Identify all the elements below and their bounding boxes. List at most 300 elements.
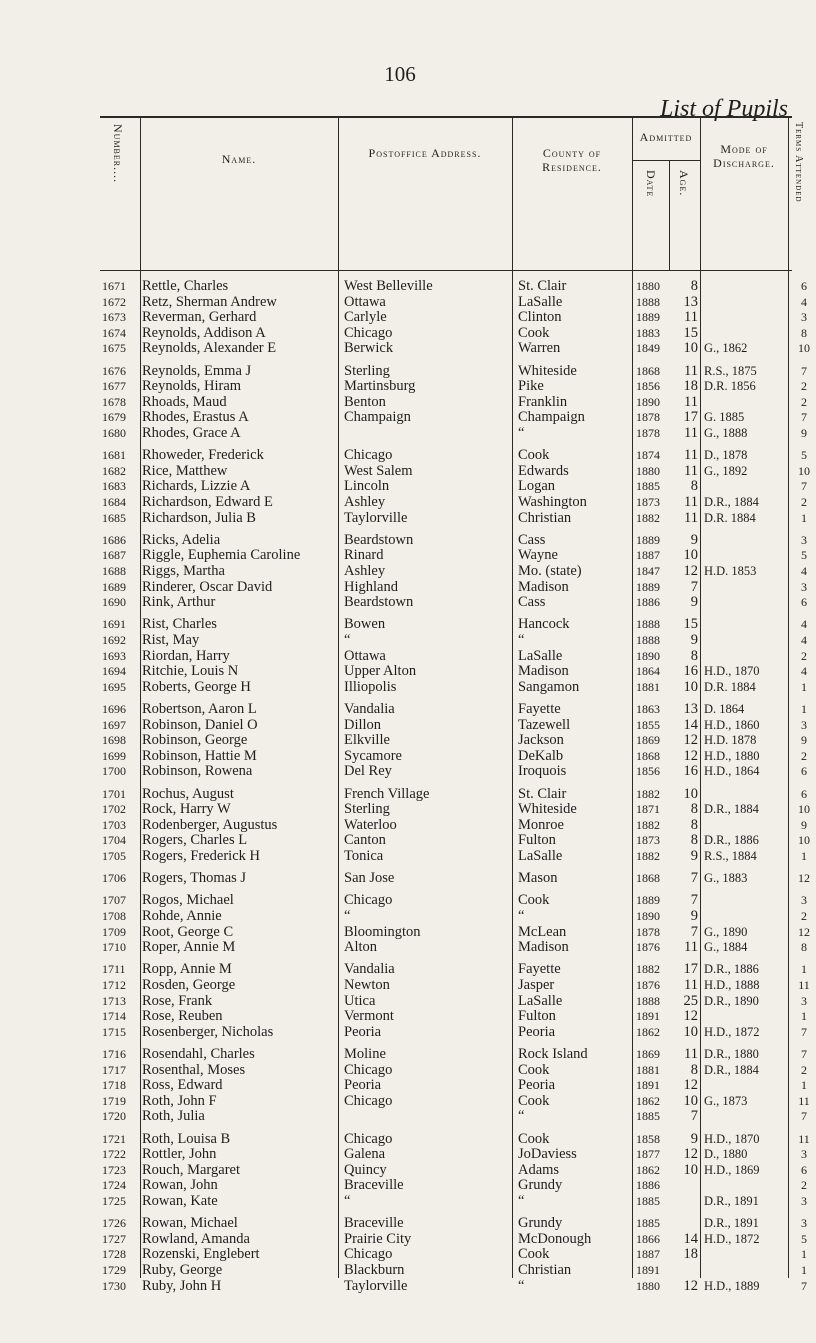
pupil-name: Rosendahl, Charles	[142, 1046, 255, 1062]
postoffice-address: Peoria	[344, 1023, 382, 1040]
county-of-residence: JoDaviess	[518, 1146, 577, 1163]
terms-attended: 4	[801, 564, 807, 578]
admission-date: 1888	[636, 993, 660, 1008]
table-row	[100, 1092, 810, 1109]
table-row	[100, 832, 810, 849]
admission-date: 1891	[636, 1263, 660, 1277]
mode-of-discharge: D.R., 1884	[704, 495, 759, 509]
pupil-name: Richardson, Edward E	[142, 494, 273, 510]
pupil-name: Root, George C	[142, 923, 234, 940]
pupil-number: 1715	[102, 1024, 126, 1039]
admission-date: 1891	[636, 1078, 660, 1093]
table-row	[100, 663, 807, 680]
pupil-name: Rowan, John	[142, 1177, 218, 1194]
county-of-residence: Peoria	[518, 1077, 556, 1094]
table-row	[100, 1215, 807, 1232]
county-of-residence: LaSalle	[518, 992, 563, 1009]
admission-age: 8	[690, 478, 698, 495]
postoffice-address: Illiopolis	[344, 678, 397, 695]
admission-age: 12	[683, 1077, 698, 1094]
pupil-number: 1730	[102, 1278, 126, 1293]
terms-attended: 5	[801, 1231, 807, 1246]
terms-attended: 6	[801, 279, 807, 293]
admission-date: 1888	[636, 633, 660, 647]
admission-age: 12	[683, 563, 698, 579]
table-row	[100, 1130, 810, 1147]
pupil-number: 1712	[102, 978, 126, 992]
mode-of-discharge: G., 1884	[704, 940, 748, 955]
mode-of-discharge: G., 1873	[704, 1093, 748, 1108]
admission-date: 1888	[636, 294, 660, 309]
admission-date: 1880	[636, 463, 660, 478]
pupil-number: 1686	[102, 532, 126, 547]
admission-age: 9	[690, 1130, 698, 1147]
pupil-number: 1719	[102, 1093, 126, 1108]
pupil-number: 1726	[102, 1216, 126, 1231]
table-row	[100, 340, 810, 357]
table-row	[100, 409, 807, 426]
postoffice-address: Chicago	[344, 1061, 393, 1078]
county-of-residence: Champaign	[518, 409, 585, 426]
county-of-residence: Rock Island	[518, 1046, 588, 1062]
postoffice-address: Upper Alton	[344, 663, 417, 680]
county-of-residence: Tazewell	[518, 716, 571, 733]
terms-attended: 2	[801, 748, 807, 763]
terms-attended: 7	[801, 1109, 807, 1124]
pupil-number: 1673	[102, 310, 126, 325]
terms-attended: 3	[801, 993, 807, 1008]
county-of-residence: Madison	[518, 663, 569, 680]
terms-attended: 3	[801, 893, 807, 908]
pupil-number: 1678	[102, 394, 126, 409]
mode-of-discharge: H.D., 1888	[704, 978, 760, 992]
county-of-residence: Mason	[518, 870, 558, 887]
county-of-residence: LaSalle	[518, 647, 563, 664]
pupil-name: Rose, Frank	[142, 992, 213, 1009]
pupil-name: Robinson, Rowena	[142, 763, 253, 780]
terms-attended: 2	[801, 648, 807, 663]
mode-of-discharge: H.D. 1853	[704, 564, 757, 578]
admission-date: 1888	[636, 617, 660, 632]
county-of-residence: Cass	[518, 531, 546, 548]
pupil-number: 1727	[102, 1231, 126, 1246]
pupil-name: Reynolds, Alexander E	[142, 340, 277, 357]
county-of-residence: Cook	[518, 1092, 550, 1109]
county-of-residence: LaSalle	[518, 293, 563, 310]
admission-date: 1885	[636, 479, 660, 494]
postoffice-address: San Jose	[344, 870, 395, 887]
pupil-name: Rhoads, Maud	[142, 393, 227, 410]
admission-date: 1882	[636, 849, 660, 863]
pupil-number: 1689	[102, 579, 126, 594]
pupil-name: Rouch, Margaret	[142, 1161, 240, 1178]
pupil-name: Rogers, Charles L	[142, 832, 248, 849]
admission-date: 1880	[636, 279, 660, 293]
table-row	[100, 531, 807, 548]
postoffice-address: Taylorville	[344, 1277, 408, 1294]
pupil-number: 1710	[102, 940, 126, 955]
table-row	[100, 1161, 807, 1178]
pupil-number: 1695	[102, 679, 126, 694]
county-of-residence: LaSalle	[518, 848, 563, 864]
terms-attended: 5	[801, 448, 807, 463]
admission-age: 10	[683, 340, 698, 357]
pupil-name: Rodenberger, Augustus	[142, 816, 278, 833]
table-row	[100, 1230, 807, 1247]
admission-age: 15	[683, 324, 698, 341]
admission-date: 1876	[636, 940, 660, 955]
admission-age: 11	[684, 393, 698, 410]
pupil-number: 1698	[102, 733, 126, 748]
admission-date: 1869	[636, 1047, 660, 1061]
pupil-name: Rowan, Michael	[142, 1215, 238, 1232]
table-row	[100, 578, 807, 595]
pupil-number: 1694	[102, 664, 126, 679]
terms-attended: 1	[801, 510, 807, 525]
admission-date: 1878	[636, 410, 660, 425]
table-row	[100, 870, 810, 887]
admission-age: 14	[683, 1230, 698, 1247]
terms-attended: 9	[801, 817, 807, 832]
admission-age: 14	[683, 716, 698, 733]
pupil-name: Reynolds, Hiram	[142, 378, 242, 395]
pupil-number: 1703	[102, 817, 126, 832]
admission-age: 13	[683, 293, 698, 310]
admission-date: 1882	[636, 786, 660, 801]
postoffice-address: Bloomington	[344, 923, 421, 940]
county-of-residence: Logan	[518, 478, 556, 495]
county-of-residence: Whiteside	[518, 801, 577, 818]
postoffice-address: Ashley	[344, 563, 386, 579]
admission-age: 11	[684, 939, 698, 956]
county-column-header: County of Residence.	[542, 146, 602, 174]
pupil-name: Roberts, George H	[142, 678, 251, 695]
terms-attended: 3	[801, 1216, 807, 1231]
pupil-name: Roth, John F	[142, 1092, 217, 1109]
table-row	[100, 939, 807, 956]
terms-attended: 5	[801, 548, 807, 563]
pupil-number: 1722	[102, 1147, 126, 1162]
admission-age: 18	[683, 1246, 698, 1263]
table-row	[100, 647, 807, 664]
table-row	[100, 632, 807, 648]
admission-age: 9	[690, 632, 698, 648]
county-of-residence: “	[518, 908, 525, 924]
pupil-number: 1688	[102, 564, 126, 578]
terms-attended: 1	[801, 1078, 807, 1093]
terms-attended: 4	[801, 633, 807, 647]
admission-date: 1889	[636, 893, 660, 908]
admission-age: 9	[690, 848, 698, 864]
postoffice-address: Beardstown	[344, 531, 414, 548]
county-of-residence: Cook	[518, 447, 550, 464]
pupil-number: 1692	[102, 633, 126, 647]
pupil-number: 1725	[102, 1194, 126, 1208]
admission-date: 1858	[636, 1131, 660, 1146]
postoffice-address: Braceville	[344, 1215, 404, 1232]
mode-of-discharge: G., 1890	[704, 924, 748, 939]
county-of-residence: Cook	[518, 1130, 550, 1147]
postoffice-address: Elkville	[344, 732, 390, 749]
pupil-name: Riggle, Euphemia Caroline	[142, 547, 301, 564]
terms-attended: 8	[801, 940, 807, 955]
pupil-name: Rogos, Michael	[142, 892, 234, 909]
admission-age: 10	[683, 1023, 698, 1040]
pupil-number: 1711	[102, 962, 126, 977]
pupil-name: Ruby, John H	[142, 1277, 222, 1294]
county-of-residence: Mo. (state)	[518, 563, 582, 579]
admission-age: 17	[683, 961, 698, 978]
postoffice-address: West Salem	[344, 462, 413, 479]
admission-date: 1862	[636, 1162, 660, 1177]
admission-date: 1878	[636, 426, 660, 440]
admission-date: 1882	[636, 510, 660, 525]
pupil-number: 1697	[102, 717, 126, 732]
pupil-number: 1680	[102, 426, 126, 440]
mode-of-discharge: H.D., 1869	[704, 1162, 760, 1177]
terms-attended: 3	[801, 579, 807, 594]
mode-of-discharge: D.R. 1884	[704, 510, 756, 525]
terms-attended: 2	[801, 495, 807, 509]
table-row	[100, 309, 807, 326]
admission-age: 11	[684, 494, 698, 510]
county-of-residence: Fayette	[518, 701, 561, 717]
postoffice-address: Del Rey	[344, 763, 392, 780]
table-row	[100, 462, 810, 479]
pupil-number: 1691	[102, 617, 126, 632]
pupil-name: Richardson, Julia B	[142, 509, 256, 526]
county-of-residence: Grundy	[518, 1215, 563, 1232]
admission-date: 1871	[636, 802, 660, 817]
pupil-number: 1706	[102, 871, 126, 886]
postoffice-address: Alton	[344, 939, 378, 956]
postoffice-address: Vermont	[344, 1008, 394, 1025]
table-row	[100, 701, 807, 717]
postoffice-address: Braceville	[344, 1177, 404, 1194]
county-of-residence: Cook	[518, 892, 550, 909]
pupil-number: 1729	[102, 1263, 126, 1277]
admission-date: 1889	[636, 579, 660, 594]
admission-age: 13	[683, 701, 698, 717]
mode-of-discharge: D.R., 1880	[704, 1047, 759, 1061]
table-row	[100, 1146, 807, 1163]
terms-attended: 6	[801, 1162, 807, 1177]
admission-age: 11	[684, 1046, 698, 1062]
county-of-residence: St. Clair	[518, 278, 567, 294]
postoffice-address: “	[344, 1193, 351, 1209]
pupil-number: 1699	[102, 748, 126, 763]
table-row	[100, 447, 807, 464]
admission-date: 1862	[636, 1093, 660, 1108]
postoffice-address: Benton	[344, 393, 386, 410]
county-of-residence: Jackson	[518, 732, 564, 749]
admission-date: 1868	[636, 871, 660, 886]
admission-date: 1890	[636, 648, 660, 663]
admission-date: 1885	[636, 1216, 660, 1231]
pupil-number: 1713	[102, 993, 126, 1008]
postoffice-address: Chicago	[344, 447, 393, 464]
admission-age: 7	[690, 578, 698, 595]
admission-date: 1889	[636, 310, 660, 325]
mode-of-discharge: D.R., 1884	[704, 802, 759, 817]
table-row	[100, 362, 807, 379]
postoffice-address: Ottawa	[344, 647, 386, 664]
pupil-name: Rowan, Kate	[142, 1193, 218, 1209]
postoffice-address: Galena	[344, 1146, 386, 1163]
terms-attended: 2	[801, 394, 807, 409]
county-of-residence: Jasper	[518, 977, 555, 993]
terms-attended: 10	[798, 463, 810, 478]
postoffice-address: Newton	[344, 977, 390, 993]
table-row	[100, 1008, 807, 1025]
mode-of-discharge: H.D., 1870	[704, 1131, 760, 1146]
table-row	[100, 393, 807, 410]
postoffice-address: Utica	[344, 992, 376, 1009]
terms-attended: 4	[801, 294, 807, 309]
county-of-residence: Warren	[518, 340, 561, 357]
admission-age: 25	[683, 992, 698, 1009]
admission-age: 8	[690, 278, 698, 294]
pupil-name: Rowland, Amanda	[142, 1230, 250, 1247]
table-row	[100, 977, 810, 993]
mode-of-discharge: H.D., 1872	[704, 1024, 760, 1039]
admission-age: 8	[690, 801, 698, 818]
terms-attended: 4	[801, 664, 807, 679]
terms-attended: 6	[801, 764, 807, 779]
admission-date: 1863	[636, 702, 660, 716]
county-of-residence: Franklin	[518, 393, 568, 410]
pupil-name: Rosenthal, Moses	[142, 1061, 246, 1078]
admission-date: 1856	[636, 379, 660, 394]
postoffice-address: “	[344, 908, 351, 924]
county-of-residence: Madison	[518, 578, 569, 595]
terms-attended: 3	[801, 717, 807, 732]
postoffice-address: Champaign	[344, 409, 411, 426]
pupil-number: 1671	[102, 279, 126, 293]
pupil-number: 1718	[102, 1078, 126, 1093]
county-of-residence: “	[518, 1108, 525, 1125]
postoffice-address: Taylorville	[344, 509, 408, 526]
admission-age: 10	[683, 785, 698, 802]
pupil-number: 1693	[102, 648, 126, 663]
county-of-residence: Fulton	[518, 1008, 556, 1025]
discharge-column-header: Mode of Discharge.	[713, 142, 775, 170]
pupil-name: Rose, Reuben	[142, 1008, 223, 1025]
table-row	[100, 594, 807, 611]
admission-age: 12	[683, 747, 698, 764]
county-of-residence: Christian	[518, 1262, 572, 1278]
pupil-number: 1685	[102, 510, 126, 525]
postoffice-address: Beardstown	[344, 594, 414, 611]
admission-age: 15	[683, 616, 698, 633]
postoffice-address: Chicago	[344, 892, 393, 909]
county-of-residence: “	[518, 1277, 525, 1294]
pupil-number: 1690	[102, 595, 126, 610]
pupil-name: Riggs, Martha	[142, 563, 225, 579]
admission-date: 1873	[636, 833, 660, 848]
county-of-residence: Washington	[518, 494, 587, 510]
pupil-name: Rosden, George	[142, 977, 236, 993]
table-row	[100, 908, 807, 924]
admission-date: 1869	[636, 733, 660, 748]
admission-date: 1885	[636, 1194, 660, 1208]
postoffice-address: Ottawa	[344, 293, 386, 310]
postoffice-address: Vandalia	[344, 701, 395, 717]
pupil-number: 1687	[102, 548, 126, 563]
pupil-number: 1720	[102, 1109, 126, 1124]
admission-date: 1889	[636, 532, 660, 547]
pupil-number: 1702	[102, 802, 126, 817]
mode-of-discharge: H.D. 1878	[704, 733, 757, 748]
pupil-name: Rhodes, Grace A	[142, 425, 241, 441]
admission-date: 1866	[636, 1231, 660, 1246]
terms-attended: 7	[801, 1024, 807, 1039]
county-of-residence: Hancock	[518, 616, 570, 633]
terms-attended: 1	[801, 1263, 807, 1277]
pupil-name: Rinderer, Oscar David	[142, 578, 273, 595]
admission-age: 7	[690, 892, 698, 909]
pupil-number: 1721	[102, 1131, 126, 1146]
county-of-residence: Pike	[518, 378, 544, 395]
terms-attended: 4	[801, 617, 807, 632]
terms-attended: 7	[801, 1047, 807, 1061]
mode-of-discharge: H.D., 1880	[704, 748, 760, 763]
county-of-residence: Cook	[518, 1061, 550, 1078]
mode-of-discharge: D.R., 1891	[704, 1216, 759, 1231]
terms-attended: 11	[798, 978, 810, 992]
admission-date: 1882	[636, 817, 660, 832]
postoffice-address: Prairie City	[344, 1230, 412, 1247]
table-row	[100, 1061, 807, 1078]
pupil-name: Reynolds, Addison A	[142, 324, 266, 341]
number-column-header: Number....	[111, 124, 125, 184]
county-of-residence: “	[518, 632, 525, 648]
table-row	[100, 1108, 807, 1125]
terms-attended: 3	[801, 310, 807, 325]
county-of-residence: Cook	[518, 1246, 550, 1263]
admission-age: 8	[690, 647, 698, 664]
postoffice-address: Moline	[344, 1046, 386, 1062]
admission-date: 1882	[636, 962, 660, 977]
pupil-name: Roth, Louisa B	[142, 1130, 231, 1147]
postoffice-address: Lincoln	[344, 478, 390, 495]
mode-of-discharge: R.S., 1875	[704, 363, 757, 378]
table-row	[100, 1246, 807, 1263]
admission-age: 11	[684, 509, 698, 526]
pupil-number: 1714	[102, 1009, 126, 1024]
pupil-name: Rosenberger, Nicholas	[142, 1023, 274, 1040]
table-row	[100, 1277, 807, 1294]
table-row	[100, 1262, 807, 1278]
pupil-register-table	[100, 116, 810, 1294]
pupil-name: Rhodes, Erastus A	[142, 409, 249, 426]
table-row	[100, 478, 807, 495]
county-of-residence: Cook	[518, 324, 550, 341]
table-row	[100, 961, 807, 978]
county-of-residence: DeKalb	[518, 747, 564, 764]
pupil-name: Robinson, Daniel O	[142, 716, 258, 733]
postoffice-address: Sycamore	[344, 747, 402, 764]
mode-of-discharge: D.R., 1884	[704, 1062, 759, 1077]
admission-date: 1864	[636, 664, 660, 679]
admission-date: 1849	[636, 341, 660, 356]
admission-age: 10	[683, 1161, 698, 1178]
terms-attended: 10	[798, 341, 810, 356]
county-of-residence: Iroquois	[518, 763, 567, 780]
pupil-number: 1707	[102, 893, 126, 908]
mode-of-discharge: D.R. 1884	[704, 679, 756, 694]
admission-age: 12	[683, 1008, 698, 1025]
